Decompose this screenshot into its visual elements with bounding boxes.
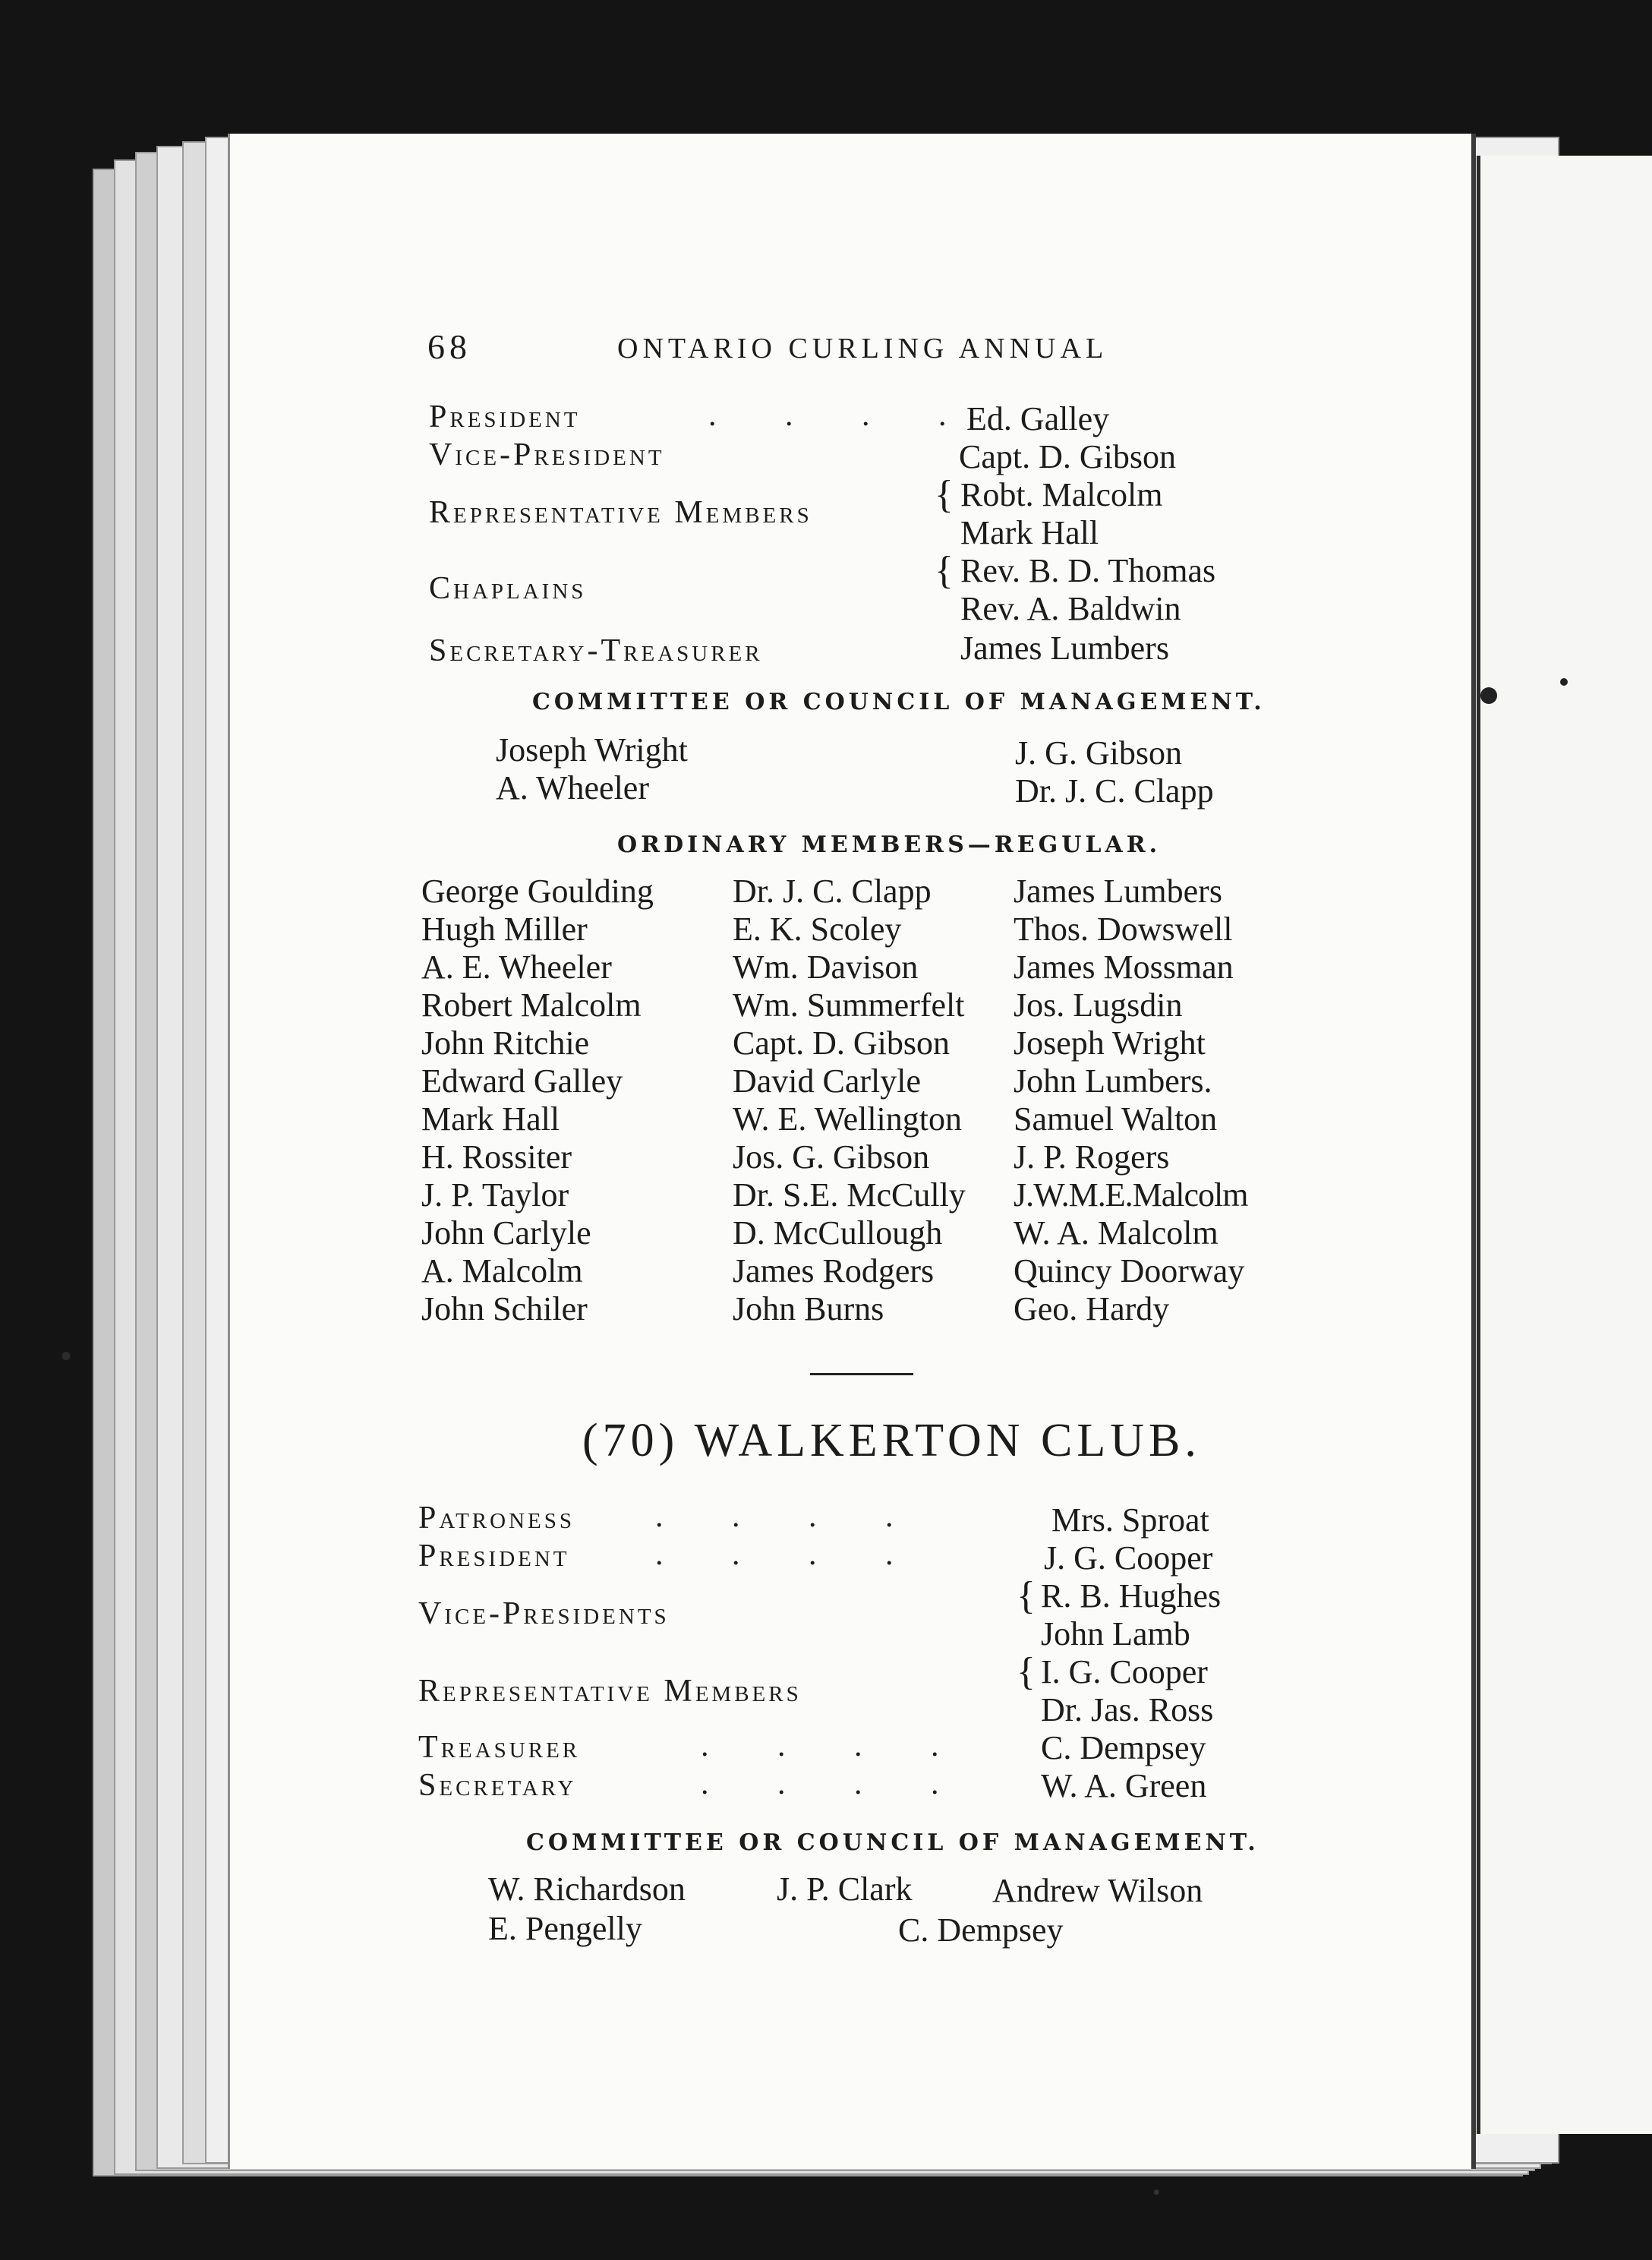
officer-name: Mark Hall — [960, 514, 1099, 551]
leader-dots: . . . . — [655, 1499, 924, 1534]
officer-name: J. G. Cooper — [1044, 1539, 1213, 1577]
member-name: W. E. Wellington — [733, 1100, 963, 1138]
member-name: George Goulding — [421, 873, 654, 910]
officer-name: Robt. Malcolm — [960, 476, 1163, 513]
member-name: E. K. Scoley — [733, 911, 902, 948]
officer-role: Secretary-Treasurer — [429, 633, 763, 668]
committee-member: W. Richardson — [488, 1870, 686, 1908]
brace-mark: { — [1017, 1574, 1036, 1618]
member-name: Jos. Lugsdin — [1014, 986, 1183, 1024]
leader-dots: . . . . — [655, 1537, 924, 1572]
officer-name: John Lamb — [1041, 1615, 1190, 1652]
member-name: James Lumbers — [1014, 873, 1222, 910]
member-name: Thos. Dowswell — [1014, 911, 1233, 948]
committee-member: A. Wheeler — [496, 769, 649, 806]
officer-name: W. A. Green — [1041, 1767, 1207, 1804]
officer-name: C. Dempsey — [1041, 1729, 1206, 1766]
member-name: Wm. Summerfelt — [733, 986, 965, 1024]
committee-member: J. G. Gibson — [1015, 734, 1183, 772]
officer-role: Patroness — [418, 1501, 575, 1536]
officer-name: I. G. Cooper — [1041, 1653, 1208, 1690]
club-title: (70) WALKERTON CLUB. — [582, 1415, 1201, 1466]
leader-dots: . . . . — [708, 398, 977, 433]
officer-name: Rev. A. Baldwin — [960, 590, 1181, 627]
page-number: 68 — [427, 327, 471, 366]
member-name: D. McCullough — [733, 1214, 943, 1252]
officer-role: Vice-Presidents — [418, 1596, 670, 1631]
member-name: Edward Galley — [421, 1062, 623, 1100]
section-heading: COMMITTEE OR COUNCIL OF MANAGEMENT. — [526, 1829, 1259, 1856]
member-name: J. P. Rogers — [1014, 1138, 1170, 1176]
officer-name: Dr. Jas. Ross — [1041, 1691, 1214, 1728]
committee-member: Dr. J. C. Clapp — [1015, 772, 1214, 810]
facing-page — [1477, 156, 1652, 2134]
member-name: A. Malcolm — [421, 1252, 583, 1289]
section-heading: COMMITTEE OR COUNCIL OF MANAGEMENT. — [532, 689, 1266, 715]
member-name: Joseph Wright — [1014, 1024, 1206, 1062]
brace-mark: { — [935, 473, 954, 516]
brace-mark: { — [1017, 1650, 1036, 1693]
book-page — [228, 134, 1476, 2169]
member-name: David Carlyle — [733, 1062, 922, 1100]
member-name: James Rodgers — [733, 1252, 935, 1289]
officer-role: Representative Members — [418, 1674, 802, 1709]
member-name: John Burns — [733, 1290, 884, 1327]
committee-member: E. Pengelly — [488, 1910, 642, 1947]
officer-name: Ed. Galley — [966, 400, 1110, 437]
officer-name: Capt. D. Gibson — [959, 438, 1176, 475]
member-name: Robert Malcolm — [421, 986, 642, 1024]
officer-role: Secretary — [418, 1768, 577, 1803]
leader-dots: . . . . — [701, 1728, 969, 1763]
officer-name: James Lumbers — [960, 630, 1169, 667]
committee-member: J. P. Clark — [777, 1870, 913, 1908]
committee-member: Andrew Wilson — [992, 1872, 1203, 1909]
officer-name: R. B. Hughes — [1041, 1577, 1222, 1615]
member-name: John Lumbers. — [1014, 1062, 1212, 1100]
committee-member: Joseph Wright — [496, 731, 688, 769]
member-name: Capt. D. Gibson — [733, 1024, 950, 1062]
member-name: W. A. Malcolm — [1014, 1214, 1219, 1252]
officer-role: Chaplains — [429, 571, 587, 606]
member-name: A. E. Wheeler — [421, 949, 612, 986]
officer-role: Vice-President — [429, 437, 665, 472]
member-name: Wm. Davison — [733, 949, 919, 986]
section-heading: ORDINARY MEMBERS—REGULAR. — [617, 832, 1162, 858]
member-name: Mark Hall — [421, 1100, 560, 1138]
officer-name: Mrs. Sproat — [1051, 1501, 1209, 1539]
member-name: Jos. G. Gibson — [733, 1138, 930, 1176]
officer-role: President — [418, 1539, 570, 1573]
member-name: H. Rossiter — [421, 1138, 572, 1176]
officer-role: Treasurer — [418, 1730, 581, 1765]
brace-mark: { — [935, 549, 954, 592]
member-name: J. P. Taylor — [421, 1176, 569, 1214]
member-name: Samuel Walton — [1014, 1100, 1218, 1138]
member-name: J.W.M.E.Malcolm — [1014, 1176, 1248, 1214]
member-name: James Mossman — [1014, 949, 1234, 986]
binding-mark — [1480, 687, 1497, 704]
member-name: Geo. Hardy — [1014, 1290, 1170, 1327]
member-name: Dr. J. C. Clapp — [733, 873, 932, 910]
section-rule — [810, 1373, 913, 1375]
ink-speck — [1560, 678, 1568, 686]
officer-name: Rev. B. D. Thomas — [960, 552, 1216, 589]
member-name: John Ritchie — [421, 1024, 590, 1062]
member-name: Dr. S.E. McCully — [733, 1176, 966, 1214]
member-name: Hugh Miller — [421, 911, 588, 948]
member-name: John Schiler — [421, 1290, 588, 1327]
leader-dots: . . . . — [701, 1766, 969, 1801]
member-name: John Carlyle — [421, 1214, 591, 1252]
officer-role: Representative Members — [429, 495, 812, 530]
member-name: Quincy Doorway — [1014, 1252, 1245, 1289]
committee-member: C. Dempsey — [898, 1911, 1064, 1949]
running-title: ONTARIO CURLING ANNUAL — [617, 333, 1108, 365]
officer-role: President — [429, 399, 581, 434]
